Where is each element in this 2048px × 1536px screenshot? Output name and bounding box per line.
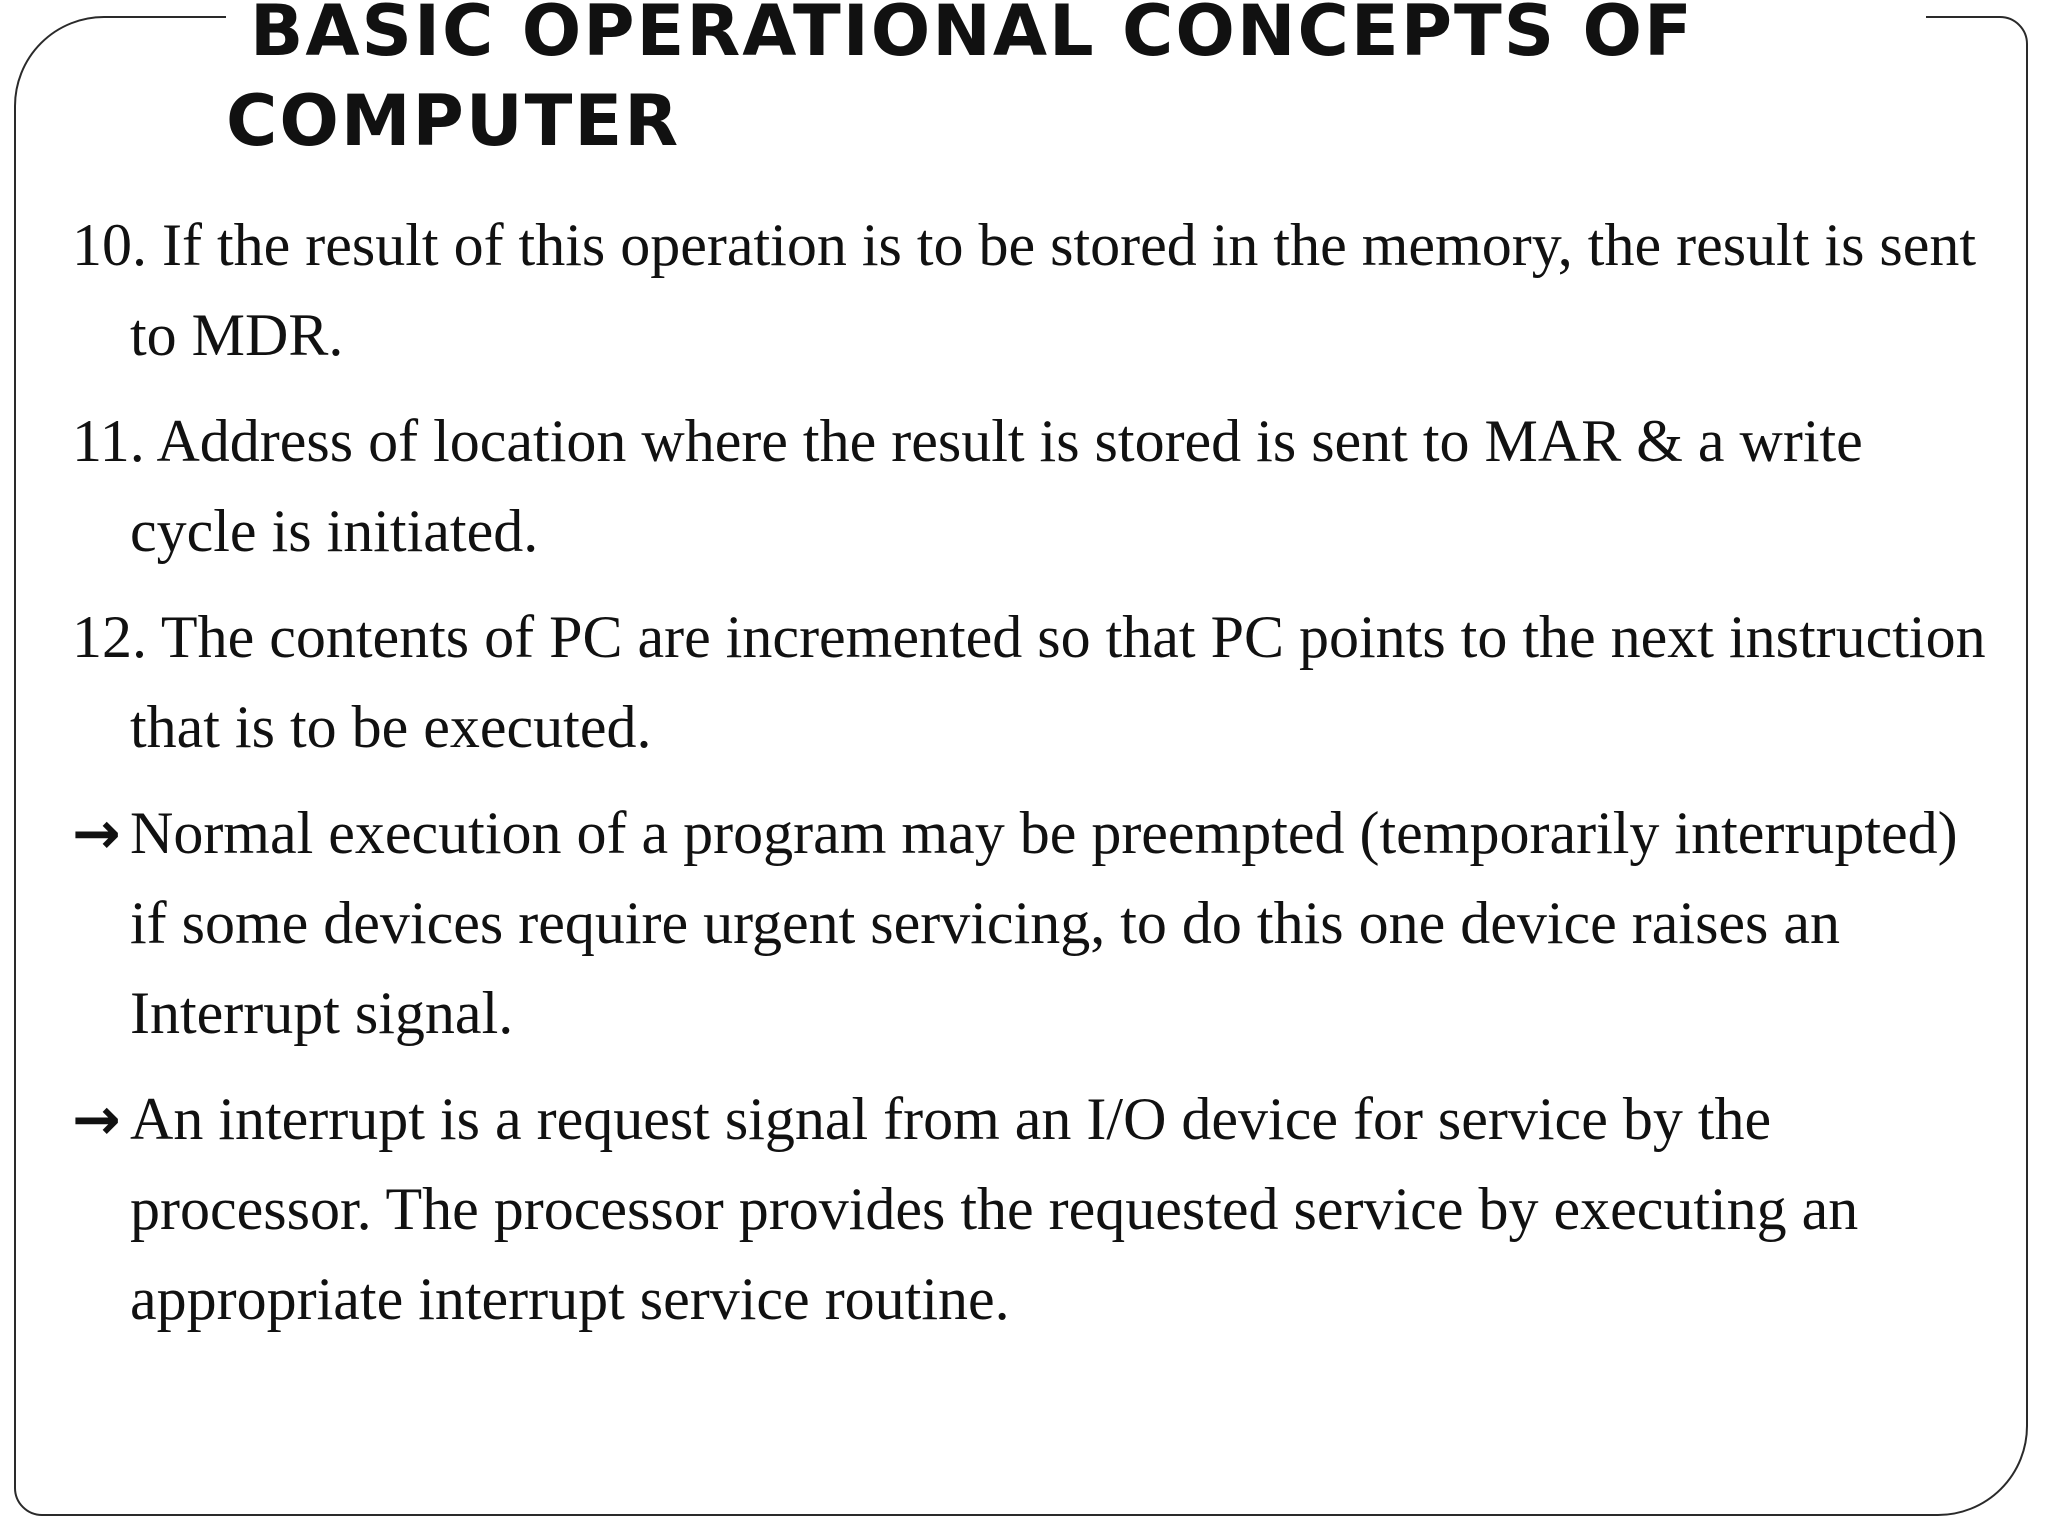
item-text: Normal execution of a program may be preempted (temporarily interrupted) if some devices require urgent servicing, to do this one device raises an Interrupt signal. [130, 800, 1958, 1046]
slide-title-line-2: COMPUTER [226, 80, 681, 162]
item-text: An interrupt is a request signal from an I/O device for service by the processor. The processor provides the requested service by executing an appropriate interrupt service routine. [130, 1086, 1859, 1332]
item-text: The contents of PC are incremented so that PC points to the next instruction that is to be executed. [130, 604, 1986, 760]
item-text: If the result of this operation is to be stored in the memory, the result is sent to MDR. [130, 212, 1977, 368]
list-item-11 [72, 396, 1992, 576]
arrow-item-interrupt-definition [72, 1074, 1992, 1344]
list-item-10 [72, 200, 1992, 380]
arrow-right-icon: → [72, 1085, 121, 1153]
arrow-right-icon: → [72, 799, 121, 867]
slide-body [72, 200, 1992, 1360]
arrow-item-interrupt-preemption [72, 788, 1992, 1058]
slide-title-line-1: BASIC OPERATIONAL CONCEPTS OF [250, 0, 1694, 72]
slide-title [226, 0, 1926, 166]
item-number: 10. [72, 212, 162, 278]
item-number: 11. [72, 408, 157, 474]
list-item-12 [72, 592, 1992, 772]
item-text: Address of location where the result is stored is sent to MAR & a write cycle is initiated. [130, 408, 1863, 564]
item-number: 12. [72, 604, 161, 670]
